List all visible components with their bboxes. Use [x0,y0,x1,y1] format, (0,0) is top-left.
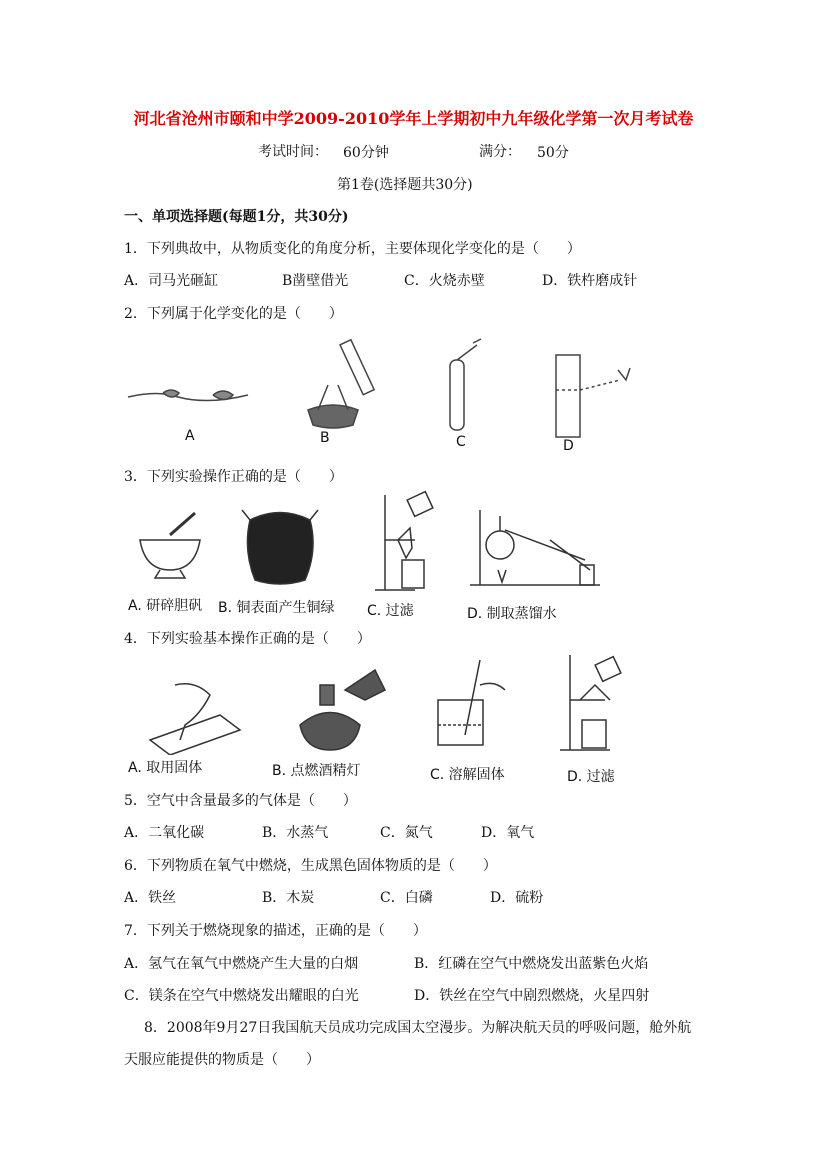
q3-label-a: A. 研碎胆矾 [128,598,203,614]
q3-label-c: C. 过滤 [367,603,414,619]
question-1-stem: 1．下列典故中，从物质变化的角度分析，主要体现化学变化的是（ ） [124,241,581,257]
q6-option-c: C．白磷 [380,890,433,906]
question-7-stem: 7．下列关于燃烧现象的描述，正确的是（ ） [124,923,427,939]
q5-option-a: A．二氧化碳 [124,825,205,841]
q3-figure [120,490,600,595]
q4-label-b: B. 点燃酒精灯 [272,763,361,779]
exam-title: 河北省沧州市颐和中学2009-2010学年上学期初中九年级化学第一次月考试卷 [133,109,694,128]
q6-option-a: A．铁丝 [124,890,177,906]
q2-figure [118,335,648,455]
q1-option-b: B凿壁借光 [282,273,349,289]
question-8-stem-line1: 8．2008年9月27日我国航天员成功完成国太空漫步。为解决航天员的呼吸问题，舱外航 [144,1020,692,1036]
question-4-stem: 4．下列实验基本操作正确的是（ ） [124,631,371,647]
volume-heading: 第1卷(选择题共30分) [337,177,473,193]
q4-label-c: C. 溶解固体 [430,767,505,783]
question-2-stem: 2．下列属于化学变化的是（ ） [124,306,343,322]
exam-time-value: 60分钟 [343,145,389,161]
q1-option-a: A．司马光砸缸 [124,273,219,289]
q1-option-d: D．铁杵磨成针 [542,273,638,289]
q7-option-b: B．红磷在空气中燃烧发出蓝紫色火焰 [414,956,649,972]
question-8-stem-line2: 天服应能提供的物质是（ ） [124,1052,320,1068]
q2-label-a: A [185,428,195,444]
q2-label-c: C [456,434,466,450]
q7-option-c: C．镁条在空气中燃烧发出耀眼的白光 [124,988,359,1004]
q4-label-a: A. 取用固体 [128,760,203,776]
q3-label-d: D. 制取蒸馏水 [467,606,557,622]
q2-label-d: D [563,438,574,454]
q1-option-c: C．火烧赤壁 [404,273,485,289]
question-6-stem: 6．下列物质在氧气中燃烧，生成黑色固体物质的是（ ） [124,858,497,874]
q3-label-b: B. 铜表面产生铜绿 [218,600,335,616]
full-score-label: 满分： [479,144,521,160]
full-score-value: 50分 [537,145,569,161]
q7-option-d: D．铁丝在空气中剧烈燃烧，火星四射 [414,988,650,1004]
section-heading: 一、单项选择题(每题1分，共30分) [124,209,349,225]
q2-label-b: B [320,430,330,446]
q6-option-d: D．硫粉 [490,890,544,906]
q5-option-b: B．水蒸气 [262,825,329,841]
q7-option-a: A．氢气在氧气中燃烧产生大量的白烟 [124,956,359,972]
q6-option-b: B．木炭 [262,890,315,906]
q4-label-d: D. 过滤 [567,769,615,785]
question-5-stem: 5．空气中含量最多的气体是（ ） [124,793,357,809]
exam-time-label: 考试时间： [258,144,328,160]
q5-option-d: D．氧气 [481,825,535,841]
question-3-stem: 3．下列实验操作正确的是（ ） [124,469,343,485]
q4-figure [120,655,640,755]
q5-option-c: C．氮气 [380,825,433,841]
